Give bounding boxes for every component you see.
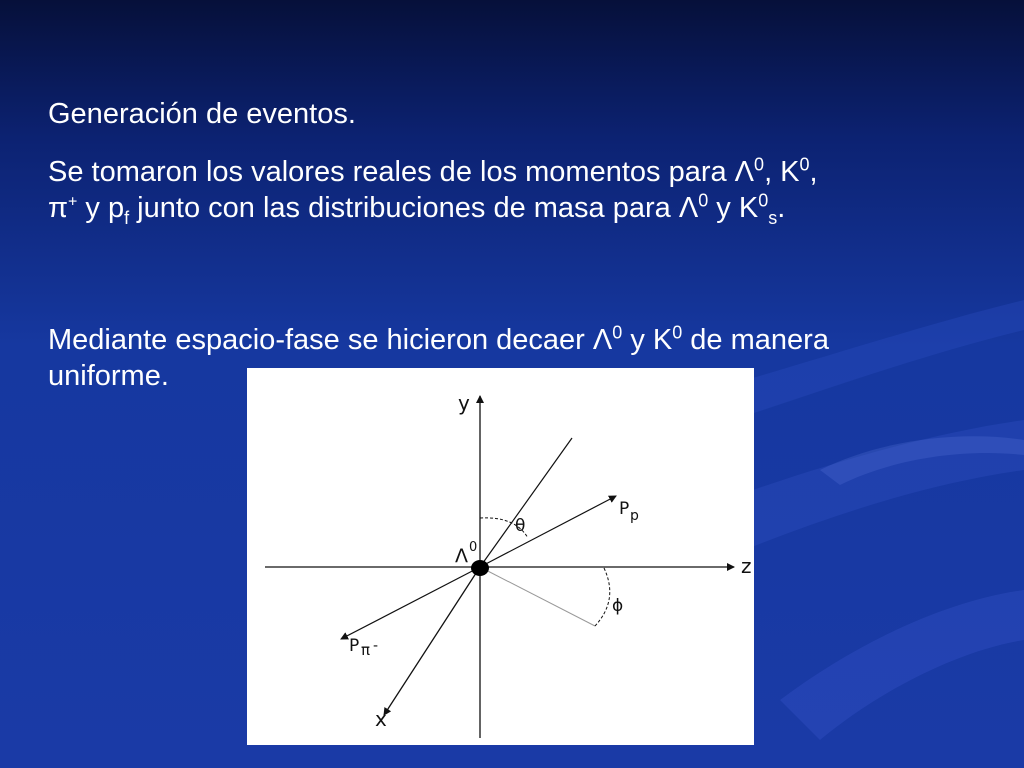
label-y: y: [458, 391, 470, 415]
label-ppi-minus: -: [373, 638, 379, 654]
para1-sub-2: s: [768, 207, 778, 228]
slide-title: Generación de eventos.: [48, 98, 356, 130]
label-x: x: [375, 707, 387, 731]
para1-sup-4: 0: [698, 190, 709, 211]
para2-text-1: Mediante espacio-fase se hicieron decaer Λ: [48, 324, 613, 356]
para1-text-4: π: [48, 192, 69, 224]
para1-sup-3: +: [68, 193, 78, 211]
label-pp: P: [619, 499, 630, 519]
x-axis: [384, 567, 480, 715]
para2-text-3: de manera: [682, 324, 829, 356]
para1-sup-5: 0: [758, 190, 769, 211]
para1-text-2: , K: [764, 156, 800, 188]
para1-text-7: y K: [708, 192, 759, 224]
decay-diagram: [247, 368, 754, 745]
para2-sup-2: 0: [672, 322, 683, 343]
para1-text-8: .: [777, 192, 786, 224]
para1-text-5: y p: [77, 192, 125, 224]
label-theta: θ: [515, 516, 526, 536]
pion-momentum-arrow: [341, 567, 480, 639]
proton-momentum-arrow: [480, 496, 616, 567]
projection-line: [480, 567, 595, 626]
paragraph-momentos: [48, 154, 1008, 226]
label-lambda: Λ: [455, 545, 468, 567]
label-phi: ϕ: [612, 596, 624, 616]
para2-text-4: uniforme.: [48, 360, 169, 392]
para1-sub-1: f: [124, 207, 130, 228]
lambda-direction-line: [480, 438, 572, 567]
para1-sup-2: 0: [799, 154, 810, 175]
para2-text-2: y K: [622, 324, 673, 356]
lambda-particle-dot: [471, 560, 489, 576]
para1-text-1: Se tomaron los valores reales de los momentos para Λ: [48, 156, 755, 188]
phi-arc: [595, 568, 610, 626]
para1-text-3: ,: [809, 156, 818, 188]
para1-text-6: junto con las distribuciones de masa para Λ: [129, 192, 699, 224]
para2-sup-1: 0: [612, 322, 623, 343]
decay-diagram-svg: [247, 368, 754, 745]
label-ppi: P: [349, 636, 360, 656]
label-pp-sub: p: [630, 508, 639, 524]
label-lambda-sup: 0: [469, 540, 478, 555]
label-ppi-pi: π: [361, 641, 371, 659]
para1-sup-1: 0: [754, 154, 765, 175]
label-z: z: [741, 554, 752, 578]
